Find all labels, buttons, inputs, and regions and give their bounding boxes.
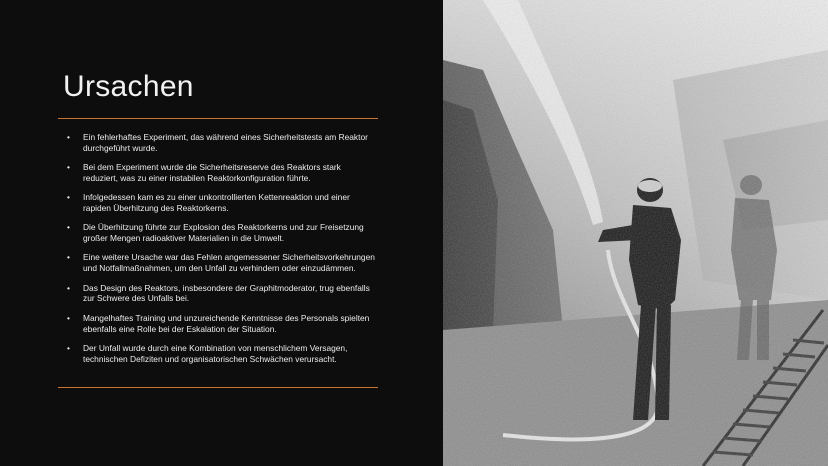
bullet-item	[66, 283, 376, 305]
bullet-dot-icon: •	[67, 192, 70, 203]
bullet-list	[66, 132, 376, 373]
bullet-item	[66, 313, 376, 335]
bullet-dot-icon: •	[67, 162, 70, 173]
bullet-item	[66, 252, 376, 274]
bullet-text: Bei dem Experiment wurde die Sicherheitsreserve des Reaktors stark reduziert, was zu einer instabilen Reaktorkonfiguration führte.	[83, 162, 341, 184]
bullet-text: Eine weitere Ursache war das Fehlen angemessener Sicherheitsvorkehrungen und Notfallmaßnahmen, um den Unfall zu verhindern oder einzudämmen.	[83, 252, 375, 274]
firefighter-photo	[443, 0, 828, 466]
bullet-item	[66, 343, 376, 365]
bottom-divider	[58, 387, 378, 388]
bullet-text: Ein fehlerhaftes Experiment, das während eines Sicherheitstests am Reaktor durchgeführt wurde.	[83, 132, 368, 153]
bullet-item	[66, 162, 376, 184]
bullet-dot-icon: •	[67, 132, 70, 142]
bullet-dot-icon: •	[67, 252, 70, 263]
bullet-text: Mangelhaftes Training und unzureichende Kenntnisse des Personals spielten ebenfalls eine Rolle bei der Eskalation der Situation.	[83, 312, 370, 334]
bullet-text: Die Überhitzung führte zur Explosion des Reaktorkerns und zur Freisetzung großer Mengen radioaktiver Materialien in die Umwelt.	[83, 222, 364, 244]
bullet-dot-icon: •	[67, 312, 70, 323]
bullet-text: Der Unfall wurde durch eine Kombination von menschlichem Versagen, technischen Defiziten und organisatorischen Schwächen verursacht.	[83, 342, 348, 364]
title-divider	[58, 118, 378, 119]
bullet-item	[66, 222, 376, 244]
bullet-dot-icon: •	[67, 282, 70, 293]
bullet-item	[66, 132, 376, 154]
bullet-dot-icon: •	[67, 342, 70, 353]
bullet-text: Infolgedessen kam es zu einer unkontrollierten Kettenreaktion und einer rapiden Überhitzung des Reaktorkerns.	[83, 192, 350, 214]
bullet-dot-icon: •	[67, 222, 70, 233]
slide-title: Ursachen	[63, 70, 194, 103]
bullet-item	[66, 192, 376, 214]
bullet-text: Das Design des Reaktors, insbesondere der Graphitmoderator, trug ebenfalls zur Schwere des Unfalls bei.	[83, 282, 370, 304]
